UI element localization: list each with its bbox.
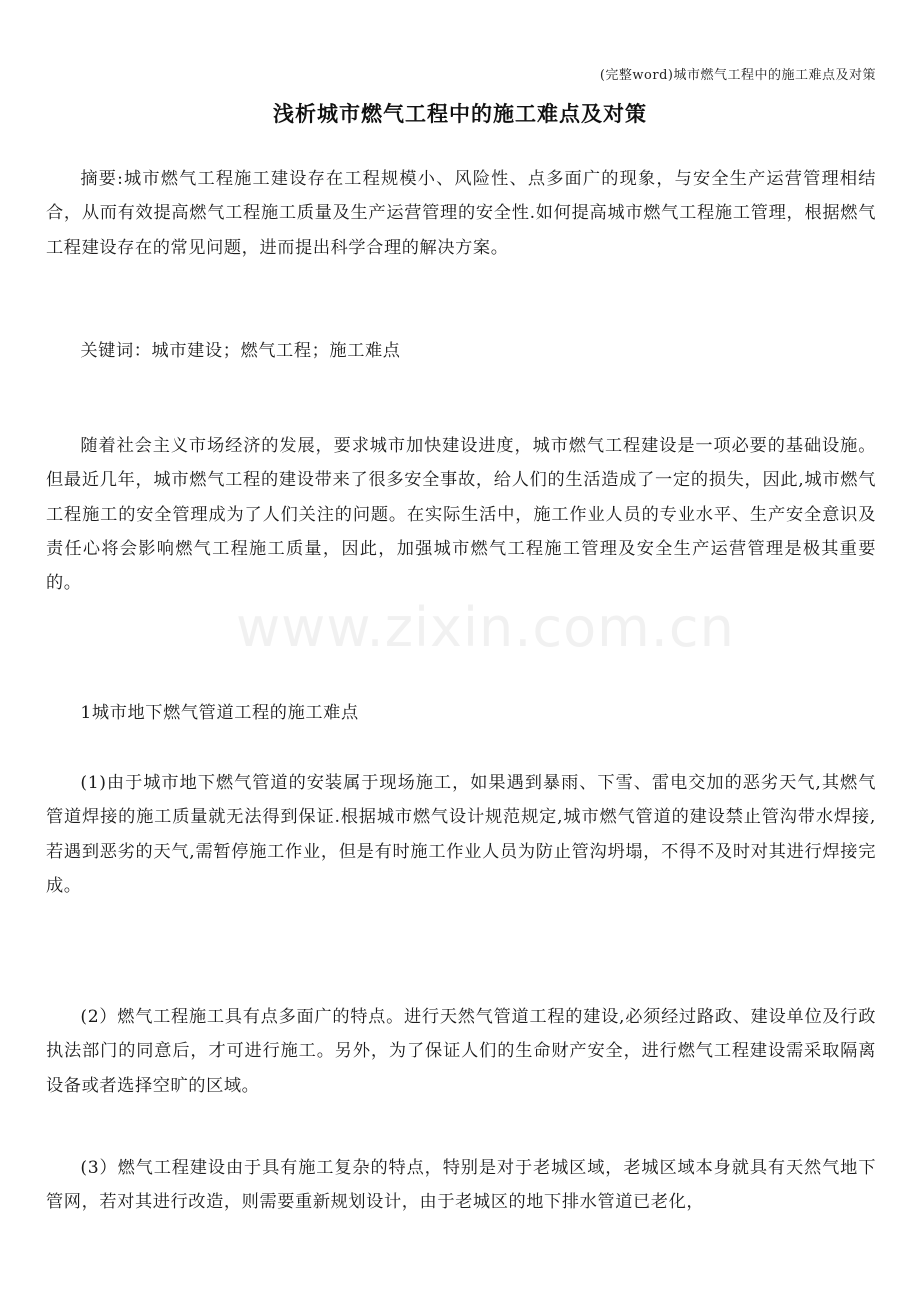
watermark: www.zixin.com.cn [236, 596, 735, 659]
keywords-line: 关键词：城市建设；燃气工程；施工难点 [80, 341, 401, 361]
intro-paragraph: 随着社会主义市场经济的发展，要求城市加快建设进度，城市燃气工程建设是一项必要的基础设施。但最近几年，城市燃气工程的建设带来了很多安全事故，给人们的生活造成了一定的损失，因此,城市燃气工程施工的安全管理成为了人们关注的问题。在实际生活中，施工作业人员的专业水平、生产安全意识及责任心将会影响燃气工程施工质量，因此，加强城市燃气工程施工管理及安全生产运营管理是极其重要的。 [46, 436, 876, 594]
document-title: 浅析城市燃气工程中的施工难点及对策 [273, 102, 647, 126]
section-1-heading: 1城市地下燃气管道工程的施工难点 [80, 703, 359, 723]
point-1-paragraph: (1)由于城市地下燃气管道的安装属于现场施工，如果遇到暴雨、下雪、雷电交加的恶劣天气,其燃气管道焊接的施工质量就无法得到保证.根据城市燃气设计规范规定,城市燃气管道的建设禁止管沟带水焊接,若遇到恶劣的天气,需暂停施工作业，但是有时施工作业人员为防止管沟坍塌，不得不及时对其进行焊接完成。 [46, 773, 876, 896]
point-2-paragraph: (2）燃气工程施工具有点多面广的特点。进行天然气管道工程的建设,必须经过路政、建设单位及行政执法部门的同意后，才可进行施工。另外，为了保证人们的生命财产安全，进行燃气工程建设需采取隔离设备或者选择空旷的区域。 [46, 1007, 876, 1096]
point-3-paragraph: (3）燃气工程建设由于具有施工复杂的特点，特别是对于老城区域，老城区域本身就具有天然气地下管网，若对其进行改造，则需要重新规划设计，由于老城区的地下排水管道已老化， [46, 1158, 876, 1213]
running-header: (完整word)城市燃气工程中的施工难点及对策 [599, 68, 876, 83]
abstract-paragraph: 摘要:城市燃气工程施工建设存在工程规模小、风险性、点多面广的现象，与安全生产运营管理相结合，从而有效提高燃气工程施工质量及生产运营管理的安全性.如何提高城市燃气工程施工管理，根据燃气工程建设存在的常见问题，进而提出科学合理的解决方案。 [46, 169, 876, 258]
